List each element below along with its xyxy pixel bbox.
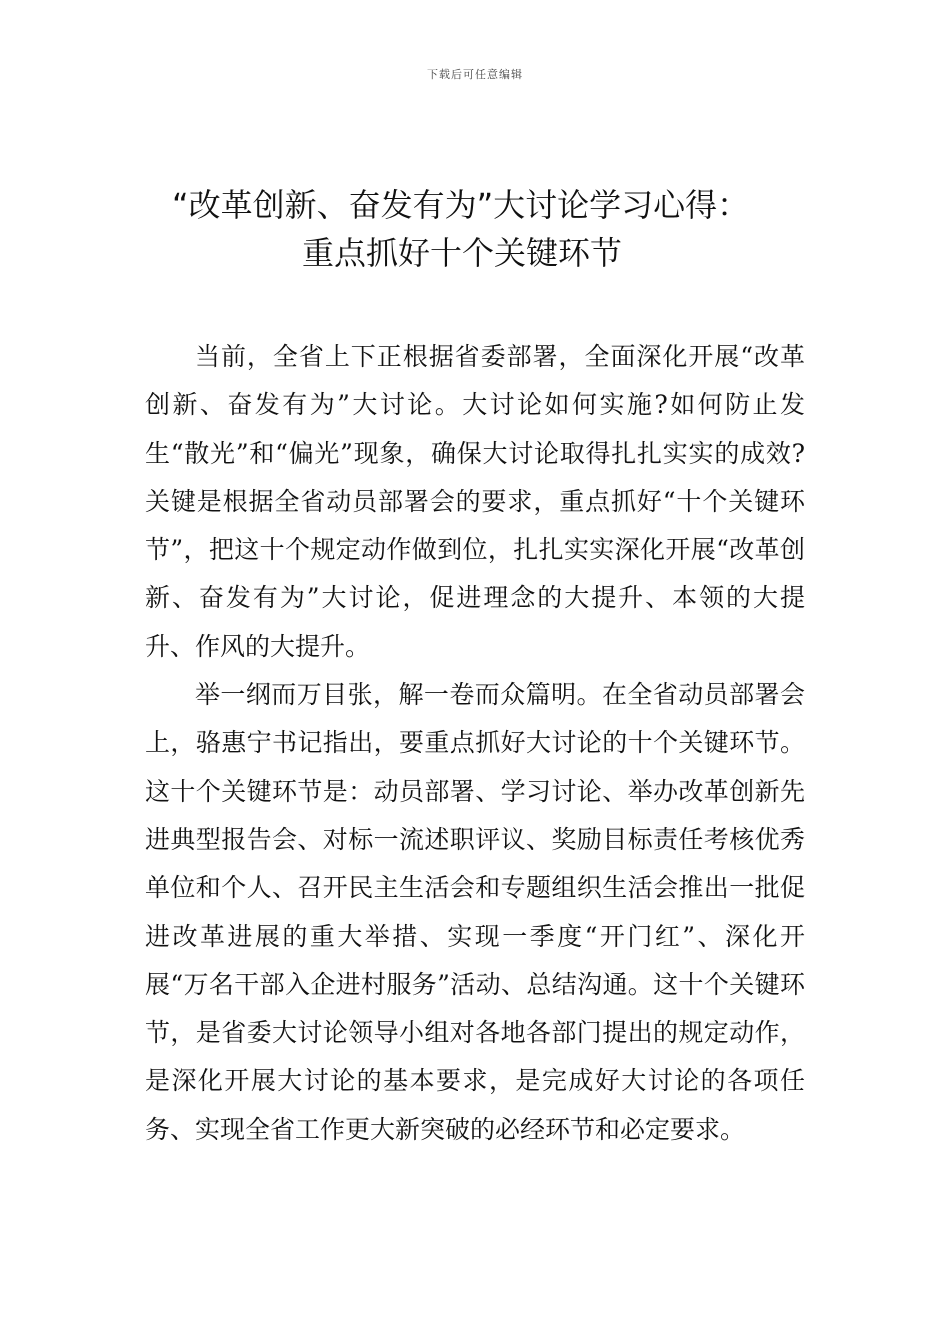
paragraph-1: 当前，全省上下正根据省委部署，全面深化开展“改革创新、奋发有为”大讨论。大讨论如何实施?如何防止发生“散光”和“偏光”现象，确保大讨论取得扎扎实实的成效?关键是根据全省动员部署会的要求，重点抓好“十个关键环节”，把这十个规定动作做到位，扎扎实实深化开展“改革创新、奋发有为”大讨论，促进理念的大提升、本领的大提升、作风的大提升。: [145, 342, 805, 661]
title-line-2: 重点抓好十个关键环节: [302, 234, 623, 272]
body-text: [145, 333, 805, 1154]
header-note: 下载后可任意编辑: [427, 68, 523, 81]
paragraph-2: 举一纲而万目张，解一卷而众篇明。在全省动员部署会上，骆惠宁书记指出，要重点抓好大讨论的十个关键环节。这十个关键环节是：动员部署、学习讨论、举办改革创新先进典型报告会、对标一流述职评议、奖励目标责任考核优秀单位和个人、召开民主生活会和专题组织生活会推出一批促进改革进展的重大举措、实现一季度“开门红”、深化开展“万名干部入企进村服务”活动、总结沟通。这十个关键环节，是省委大讨论领导小组对各地各部门提出的规定动作，是深化开展大讨论的基本要求，是完成好大讨论的各项任务、实现全省工作更大新突破的必经环节和必定要求。: [145, 680, 805, 1144]
title-line-1: “改革创新、奋发有为”大讨论学习心得：: [172, 186, 750, 224]
